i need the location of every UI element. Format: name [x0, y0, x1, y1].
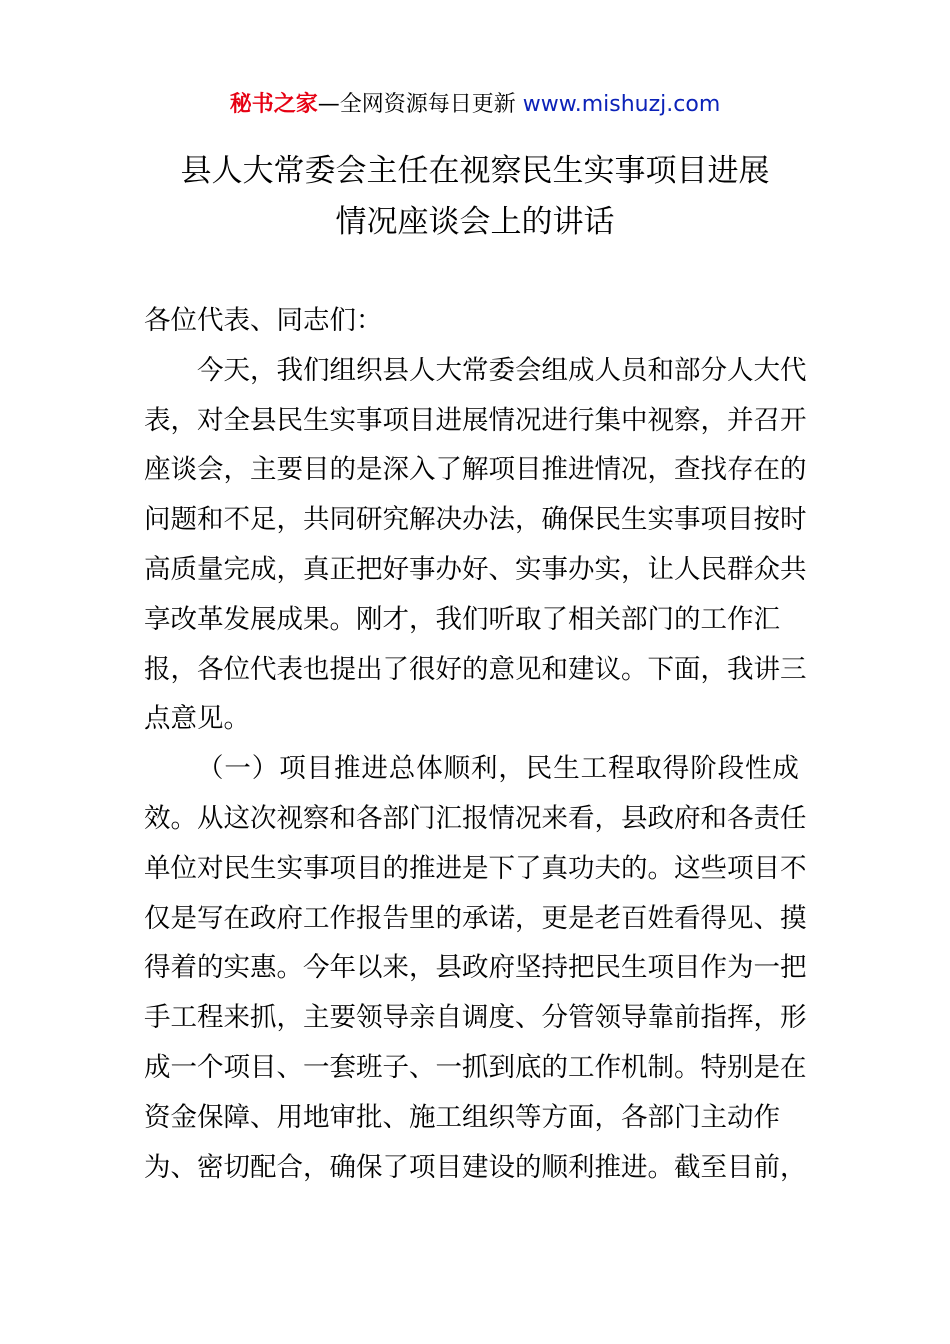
paragraph-line: 成一个项目、一套班子、一抓到底的工作机制。特别是在	[144, 1051, 807, 1083]
paragraph-section-one	[144, 744, 808, 1192]
paragraph-line: 问题和不足，共同研究解决办法，确保民生实事项目按时	[144, 504, 807, 536]
title-line-1: 县人大常委会主任在视察民生实事项目进展	[180, 153, 770, 189]
paragraph-line: 享改革发展成果。刚才，我们听取了相关部门的工作汇	[144, 603, 780, 635]
document-title	[0, 146, 950, 248]
speech-body	[144, 296, 808, 1192]
paragraph-line: 高质量完成，真正把好事办好、实事办实，让人民群众共	[144, 553, 807, 585]
site-header	[0, 88, 950, 122]
paragraph-line: 手工程来抓，主要领导亲自调度、分管领导靠前指挥，形	[144, 1002, 807, 1034]
paragraph-line: 为、密切配合，确保了项目建设的顺利推进。截至目前，	[144, 1151, 807, 1183]
paragraph-line: 仅是写在政府工作报告里的承诺，更是老百姓看得见、摸	[144, 902, 807, 934]
paragraph-line: 效。从这次视察和各部门汇报情况来看，县政府和各责任	[144, 802, 807, 834]
paragraph-line: 表，对全县民生实事项目进展情况进行集中视察，并召开	[144, 404, 807, 436]
header-tagline: —全网资源每日更新	[317, 92, 523, 117]
paragraph-line: 座谈会，主要目的是深入了解项目推进情况，查找存在的	[144, 454, 807, 486]
paragraph-line: 报，各位代表也提出了很好的意见和建议。下面，我讲三	[144, 653, 807, 685]
paragraph-line: 单位对民生实事项目的推进是下了真功夫的。这些项目不	[144, 852, 807, 884]
paragraph-line: 今天，我们组织县人大常委会组成人员和部分人大代	[197, 354, 807, 386]
paragraph-line: 得着的实惠。今年以来，县政府坚持把民生项目作为一把	[144, 952, 807, 984]
brand-name: 秘书之家	[229, 92, 318, 117]
site-url-link[interactable]: www.mishuzj.com	[522, 92, 721, 117]
paragraph-intro	[144, 346, 808, 744]
paragraph-line: 点意见。	[144, 703, 250, 735]
section-heading-line: （一）项目推进总体顺利，民生工程取得阶段性成	[197, 753, 800, 785]
paragraph-line: 资金保障、用地审批、施工组织等方面，各部门主动作	[144, 1101, 780, 1133]
title-line-2: 情况座谈会上的讲话	[335, 204, 615, 240]
salutation: 各位代表、同志们：	[144, 305, 383, 336]
